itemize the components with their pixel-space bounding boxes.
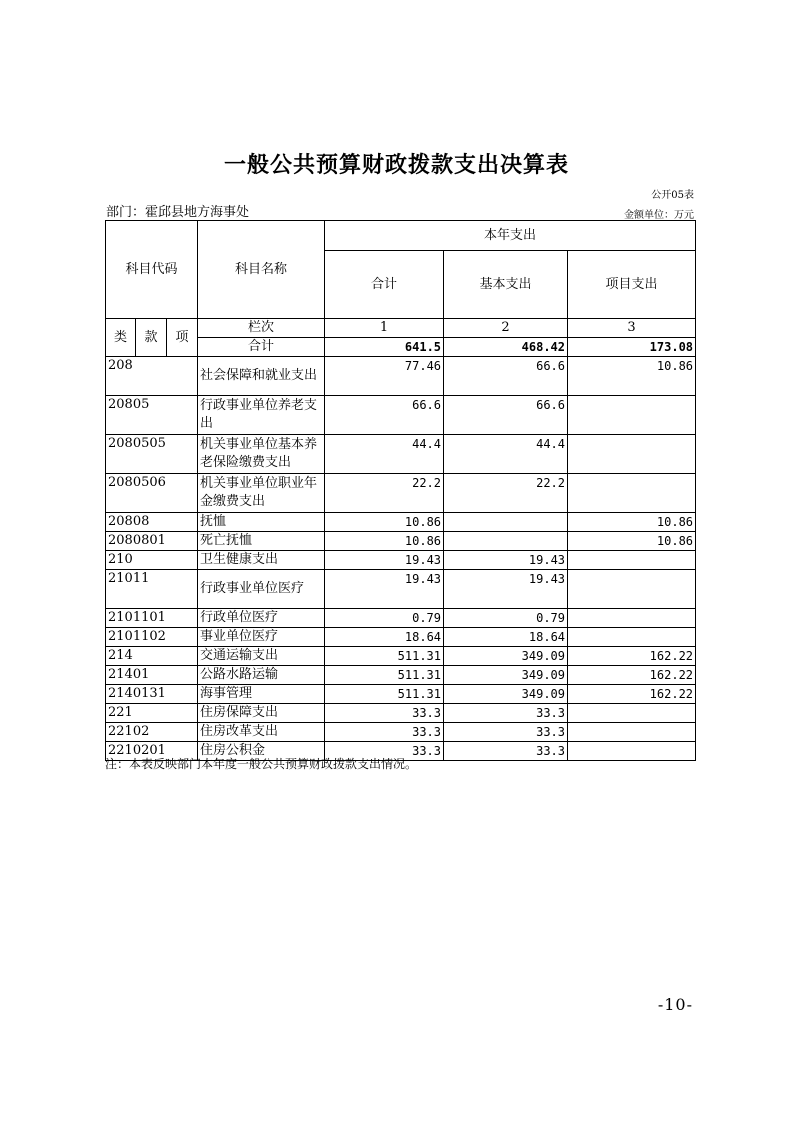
row-total: 0.79 (325, 609, 444, 628)
header-column-no: 栏次 (198, 319, 325, 338)
row-total: 33.3 (325, 704, 444, 723)
total-row-basic: 468.42 (444, 338, 568, 357)
row-code: 2210201 (106, 742, 198, 761)
row-basic: 18.64 (444, 628, 568, 647)
row-total: 18.64 (325, 628, 444, 647)
total-row-label: 合计 (198, 338, 325, 357)
row-basic: 33.3 (444, 742, 568, 761)
row-basic (444, 532, 568, 551)
row-project (568, 474, 696, 513)
header-current-year: 本年支出 (325, 221, 696, 251)
row-name: 社会保障和就业支出 (198, 357, 325, 396)
row-project: 162.22 (568, 647, 696, 666)
department-label: 部门：霍邱县地方海事处 (106, 205, 250, 220)
row-project (568, 435, 696, 474)
row-project (568, 609, 696, 628)
row-name: 事业单位医疗 (198, 628, 325, 647)
table-row (106, 570, 696, 609)
row-code: 221 (106, 704, 198, 723)
row-name: 行政事业单位医疗 (198, 570, 325, 609)
header-total: 合计 (325, 251, 444, 319)
row-code: 2080506 (106, 474, 198, 513)
expenditure-table (105, 220, 696, 761)
header-col2: 2 (444, 319, 568, 338)
row-basic: 0.79 (444, 609, 568, 628)
row-basic: 19.43 (444, 551, 568, 570)
row-basic: 33.3 (444, 704, 568, 723)
table-row (106, 532, 696, 551)
row-total: 22.2 (325, 474, 444, 513)
row-code: 2080801 (106, 532, 198, 551)
row-project (568, 570, 696, 609)
header-lei: 类 (106, 319, 136, 357)
row-name: 机关事业单位基本养老保险缴费支出 (198, 435, 325, 474)
row-total: 511.31 (325, 685, 444, 704)
row-code: 2101101 (106, 609, 198, 628)
row-project: 162.22 (568, 685, 696, 704)
table-row (106, 357, 696, 396)
row-total: 77.46 (325, 357, 444, 396)
row-project (568, 723, 696, 742)
row-name: 住房保障支出 (198, 704, 325, 723)
row-basic: 349.09 (444, 666, 568, 685)
row-basic: 66.6 (444, 357, 568, 396)
table-row (106, 551, 696, 570)
row-project (568, 396, 696, 435)
row-project: 10.86 (568, 513, 696, 532)
row-basic: 66.6 (444, 396, 568, 435)
table-row (106, 628, 696, 647)
table-row (106, 474, 696, 513)
row-total: 19.43 (325, 570, 444, 609)
row-name: 公路水路运输 (198, 666, 325, 685)
row-basic: 349.09 (444, 685, 568, 704)
row-total: 33.3 (325, 723, 444, 742)
row-name: 死亡抚恤 (198, 532, 325, 551)
row-total: 511.31 (325, 666, 444, 685)
row-total: 511.31 (325, 647, 444, 666)
row-code: 22102 (106, 723, 198, 742)
row-basic: 22.2 (444, 474, 568, 513)
form-number: 公开05表 (651, 190, 694, 201)
row-total: 10.86 (325, 513, 444, 532)
row-total: 66.6 (325, 396, 444, 435)
row-total: 33.3 (325, 742, 444, 761)
row-project (568, 742, 696, 761)
row-basic: 349.09 (444, 647, 568, 666)
page-number: -10- (657, 995, 693, 1014)
unit-label: 金额单位：万元 (624, 210, 694, 221)
row-code: 210 (106, 551, 198, 570)
row-code: 214 (106, 647, 198, 666)
header-name: 科目名称 (198, 221, 325, 319)
table-row (106, 685, 696, 704)
total-row-project: 173.08 (568, 338, 696, 357)
header-col3: 3 (568, 319, 696, 338)
row-code: 208 (106, 357, 198, 396)
row-code: 20805 (106, 396, 198, 435)
header-project: 项目支出 (568, 251, 696, 319)
row-total: 19.43 (325, 551, 444, 570)
header-xiang: 项 (167, 319, 198, 357)
row-name: 抚恤 (198, 513, 325, 532)
page-title: 一般公共预算财政拨款支出决算表 (223, 152, 569, 178)
header-basic: 基本支出 (444, 251, 568, 319)
row-code: 20808 (106, 513, 198, 532)
table-row (106, 435, 696, 474)
table-row (106, 396, 696, 435)
header-kuan: 款 (136, 319, 167, 357)
row-project: 10.86 (568, 357, 696, 396)
row-project (568, 704, 696, 723)
row-name: 住房改革支出 (198, 723, 325, 742)
row-total: 44.4 (325, 435, 444, 474)
header-col1: 1 (325, 319, 444, 338)
row-project: 10.86 (568, 532, 696, 551)
table-row (106, 513, 696, 532)
row-name: 海事管理 (198, 685, 325, 704)
header-code: 科目代码 (106, 221, 198, 319)
table-row (106, 666, 696, 685)
row-code: 2080505 (106, 435, 198, 474)
row-name: 机关事业单位职业年金缴费支出 (198, 474, 325, 513)
table-row (106, 609, 696, 628)
row-basic: 33.3 (444, 723, 568, 742)
table-note: 注：本表反映部门本年度一般公共预算财政拨款支出情况。 (105, 757, 418, 771)
row-code: 21011 (106, 570, 198, 609)
table-row (106, 647, 696, 666)
row-name: 交通运输支出 (198, 647, 325, 666)
row-code: 21401 (106, 666, 198, 685)
row-name: 住房公积金 (198, 742, 325, 761)
row-basic: 44.4 (444, 435, 568, 474)
total-row-total: 641.5 (325, 338, 444, 357)
table-row (106, 723, 696, 742)
row-project: 162.22 (568, 666, 696, 685)
row-name: 行政事业单位养老支出 (198, 396, 325, 435)
row-project (568, 551, 696, 570)
row-name: 行政单位医疗 (198, 609, 325, 628)
row-basic (444, 513, 568, 532)
row-basic: 19.43 (444, 570, 568, 609)
row-code: 2101102 (106, 628, 198, 647)
row-project (568, 628, 696, 647)
row-name: 卫生健康支出 (198, 551, 325, 570)
row-total: 10.86 (325, 532, 444, 551)
row-code: 2140131 (106, 685, 198, 704)
table-row (106, 704, 696, 723)
